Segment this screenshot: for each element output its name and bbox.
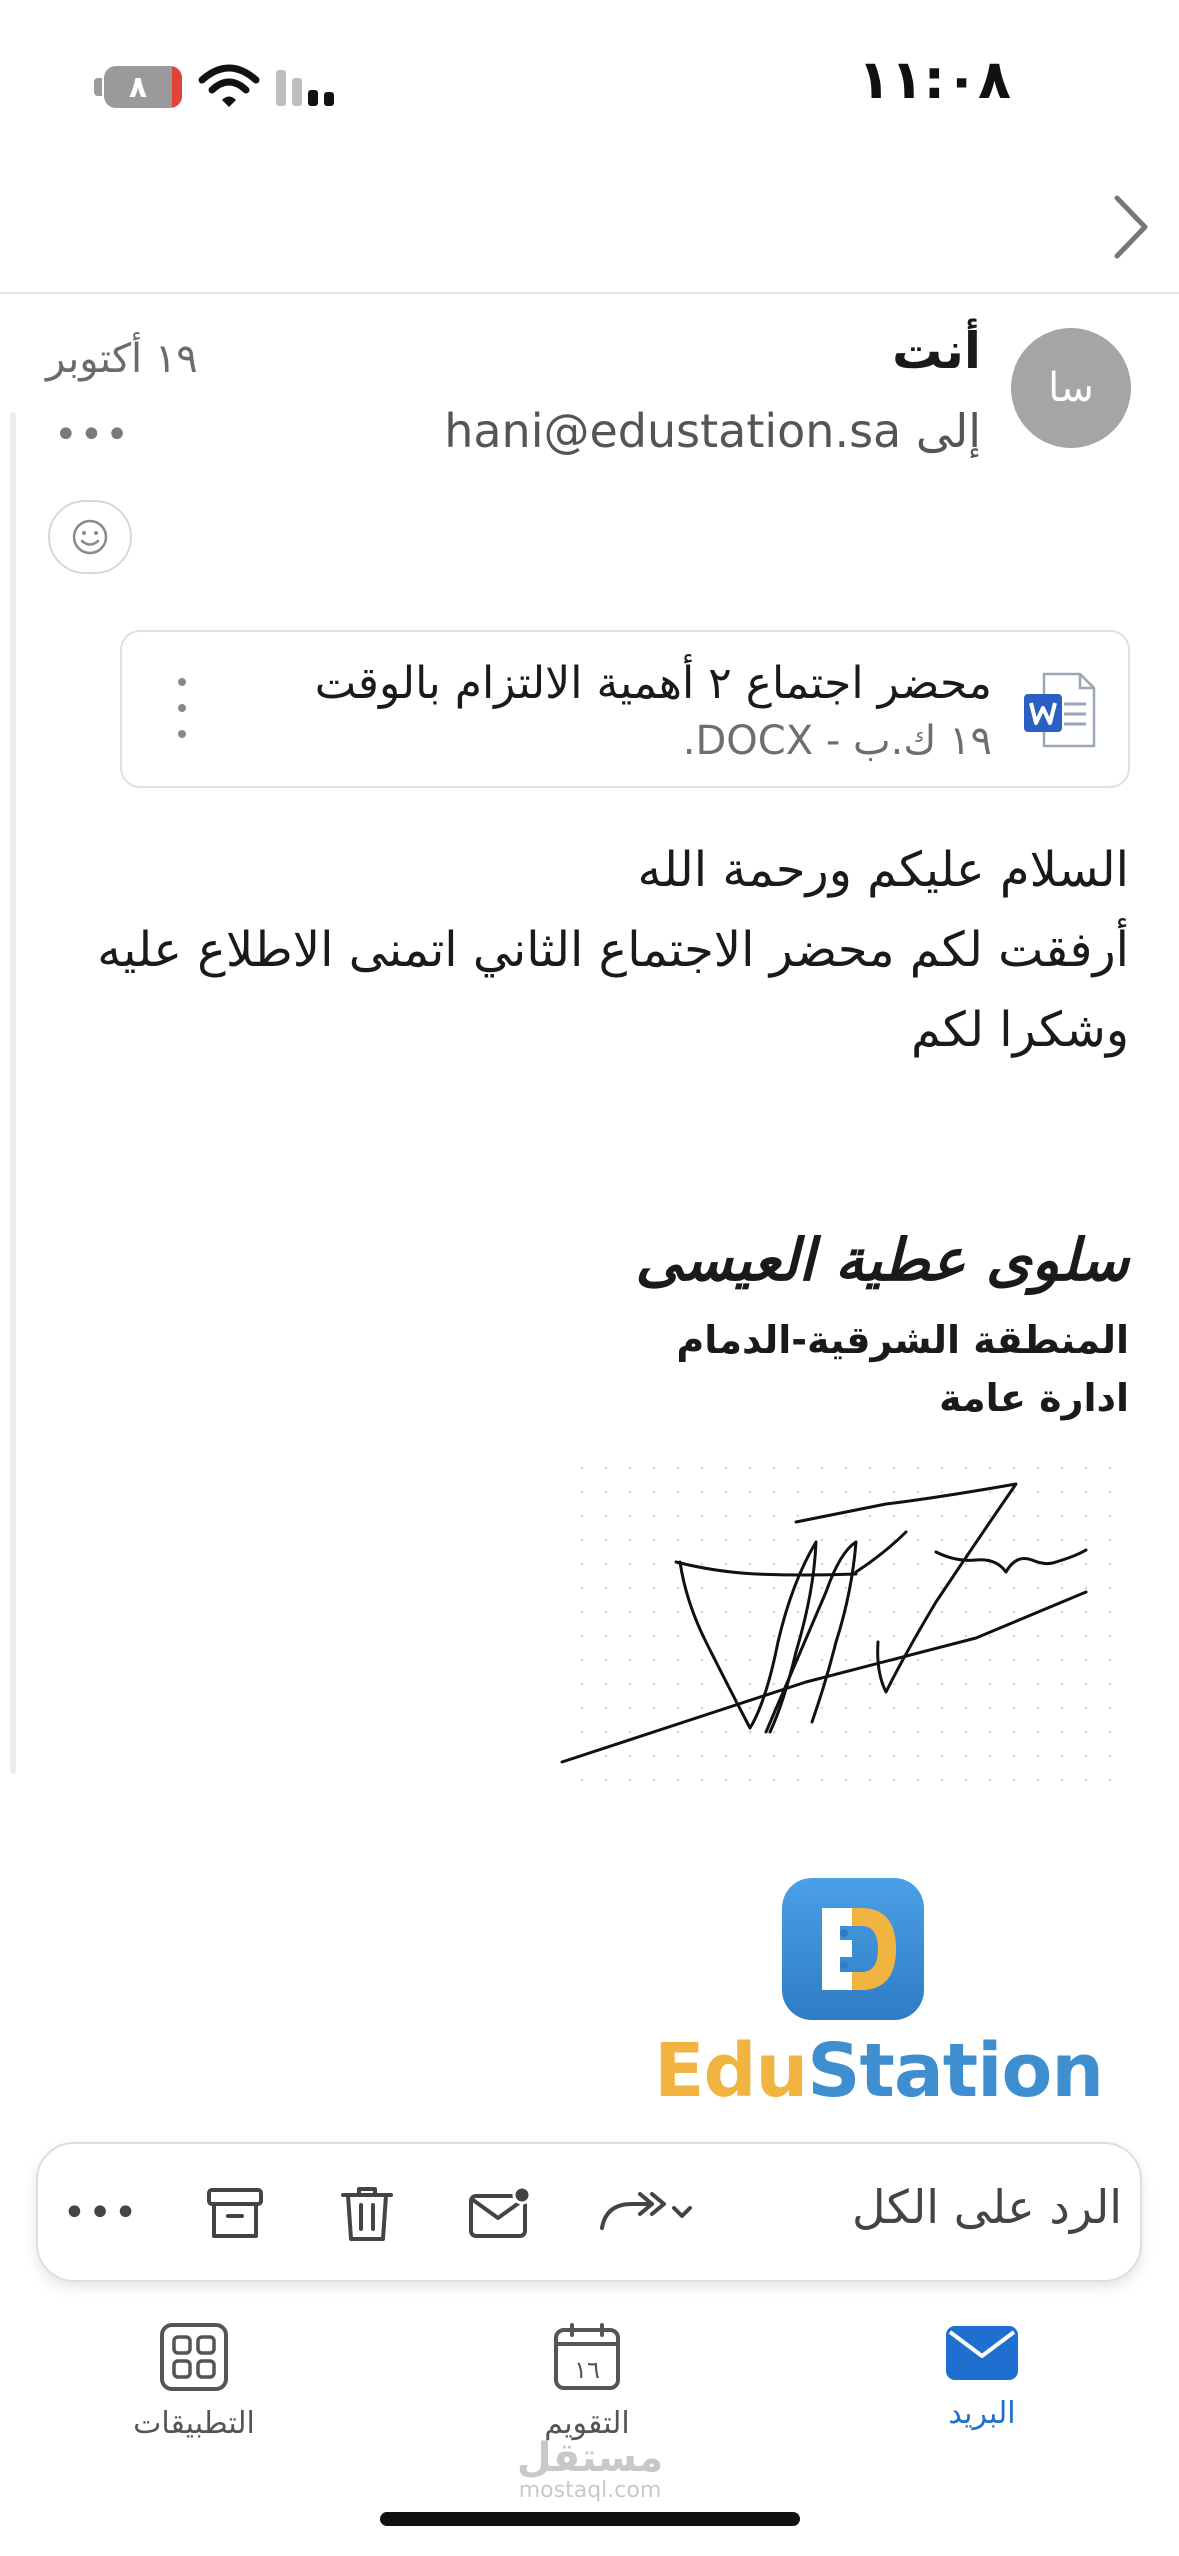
calendar-day-text: ١٦ — [574, 2356, 600, 2384]
kebab-dot — [178, 704, 186, 712]
add-reaction-button[interactable] — [48, 500, 132, 574]
calendar-icon — [552, 2322, 622, 2392]
tab-calendar[interactable] — [487, 2322, 687, 2441]
delete-button[interactable] — [336, 2182, 398, 2244]
signature-department: ادارة عامة — [939, 1376, 1129, 1420]
cellular-signal-icon — [274, 68, 338, 108]
apps-grid-icon — [159, 2322, 229, 2392]
handwritten-signature-image — [556, 1442, 1126, 1792]
wifi-icon — [198, 62, 260, 110]
mail-unread-icon — [468, 2186, 530, 2240]
logo-station-text: Station — [807, 2028, 1104, 2114]
battery-icon — [104, 66, 182, 108]
tab-mail[interactable] — [882, 2322, 1082, 2431]
status-time: ١١:٠٨ — [857, 48, 1011, 111]
battery-level: ٨ — [128, 69, 148, 105]
archive-icon — [206, 2184, 264, 2242]
recipient-address[interactable]: إلى hani@edustation.sa — [444, 404, 981, 458]
attachment-meta: ١٩ ك.ب - DOCX. — [682, 718, 992, 764]
chevron-right-icon — [1111, 194, 1151, 260]
watermark — [500, 2435, 680, 2504]
thread-indicator-line — [10, 412, 16, 1774]
edustation-logo-wordmark — [654, 2028, 1103, 2114]
mark-unread-button[interactable] — [468, 2182, 530, 2244]
forward-chevron-button[interactable] — [1107, 192, 1155, 262]
tab-calendar-label: التقويم — [544, 2406, 630, 2441]
signature-region: المنطقة الشرقية-الدمام — [676, 1318, 1129, 1362]
watermark-arabic: مستقل — [516, 2435, 664, 2481]
edustation-logo-icon — [782, 1878, 924, 2020]
battery-tip — [94, 78, 102, 96]
smiley-icon — [70, 517, 110, 557]
watermark-english: mostaql.com — [518, 2478, 662, 2503]
more-actions-button[interactable]: ••• — [62, 2190, 140, 2236]
message-more-button[interactable]: ••• — [54, 412, 131, 458]
attachment-name: محضر اجتماع ٢ أهمية الالتزام بالوقت — [314, 658, 992, 709]
body-line: أرفقت لكم محضر الاجتماع الثاني اتمنى الاطلاع عليه — [97, 922, 1129, 978]
archive-button[interactable] — [204, 2182, 266, 2244]
message-body — [49, 830, 1129, 1070]
attachment-menu-button[interactable] — [162, 678, 202, 738]
attachment-card[interactable] — [120, 630, 1130, 788]
forward-icon — [598, 2188, 694, 2238]
trash-icon — [339, 2183, 395, 2243]
mail-icon — [944, 2322, 1020, 2382]
body-line: السلام عليكم ورحمة الله — [637, 842, 1129, 898]
battery-level-fill — [172, 66, 182, 108]
forward-button[interactable] — [598, 2182, 694, 2244]
avatar[interactable]: سا — [1011, 328, 1131, 448]
tab-mail-label: البريد — [948, 2396, 1016, 2431]
home-indicator[interactable] — [380, 2512, 800, 2526]
sender-name: أنت — [892, 322, 981, 380]
message-action-bar — [36, 2142, 1142, 2282]
header-divider — [0, 292, 1179, 294]
kebab-dot — [178, 678, 186, 686]
body-line: وشكرا لكم — [910, 1002, 1129, 1058]
logo-edu-text: Edu — [654, 2028, 808, 2114]
kebab-dot — [178, 730, 186, 738]
word-document-icon — [1022, 670, 1098, 750]
tab-apps-label: التطبيقات — [133, 2406, 255, 2441]
message-date: ١٩ أكتوبر — [46, 336, 198, 382]
signature-name: سلوى عطية العيسى — [635, 1226, 1129, 1294]
tab-apps[interactable] — [94, 2322, 294, 2441]
reply-all-button[interactable]: الرد على الكل — [852, 2180, 1122, 2234]
